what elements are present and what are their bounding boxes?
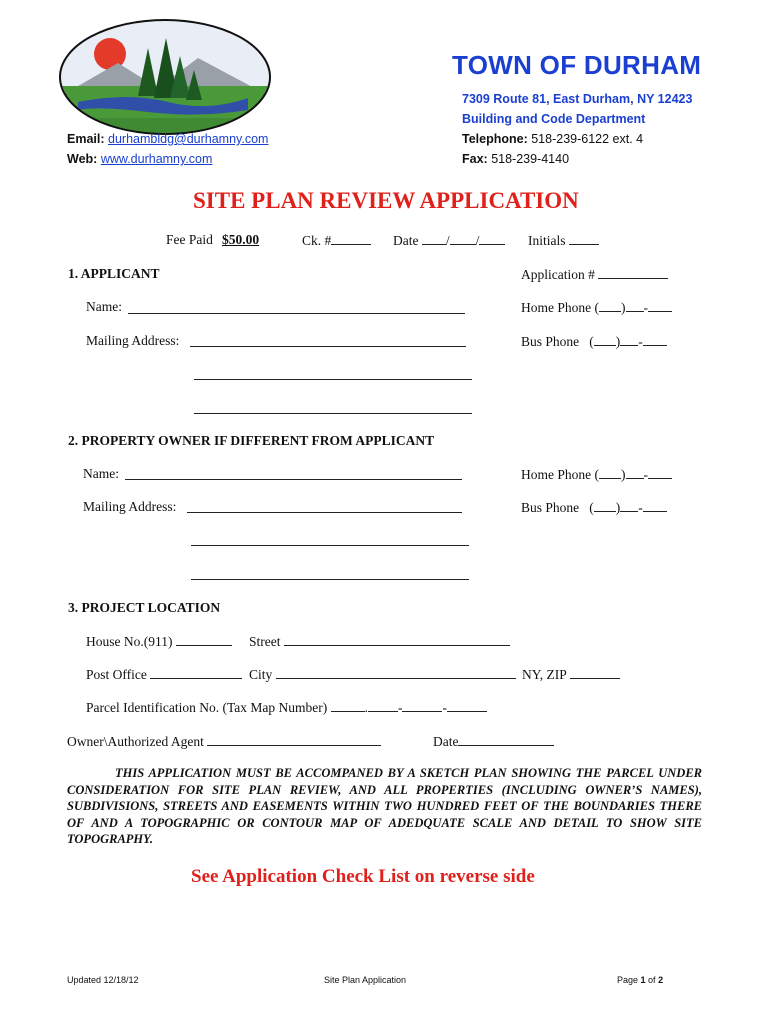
section-applicant-heading: 1. APPLICANT [68,266,160,281]
telephone-line [462,132,643,146]
notice-text: THIS APPLICATION MUST BE ACCOMPANED BY A SKETCH PLAN SHOWING THE PARCEL UNDER CONSIDERATION FOR SITE PLAN REVIEW, AND ALL PROPERTIES (INCLUDING OWNER’S NAMES), SUBDIVISIONS, STREETS AND EASEMENTS WITHIN TWO HUNDRED FEET OF THE BOUNDARIES THERE OF AND A TOPOGRAPHIC OR CONTOUR MAP OF ADEDQUATE SCALE AND DETAIL TO SHOW SITE TOPOGRAPHY. [67,766,702,847]
city-field[interactable] [249,666,516,683]
owner-bus-phone-label: Bus Phone [521,500,580,515]
applicant-mailing-input-2[interactable] [194,379,472,380]
check-label: Ck. # [302,233,332,248]
web-line [67,152,212,166]
initials-label: Initials [528,233,566,248]
town-title: TOWN OF DURHAM [452,50,702,80]
fax-line [462,152,569,166]
house-number-field[interactable] [86,633,232,650]
parcel-label: Parcel Identification No. (Tax Map Number) [86,700,328,715]
footer-page [617,975,663,985]
owner-mailing-input-2[interactable] [191,545,469,546]
applicant-bus-phone-field[interactable]: Bus Phone ( ) - [521,333,667,350]
application-number-field[interactable] [521,266,668,283]
applicant-mailing-input-3[interactable] [194,413,472,414]
page-number: 1 [640,975,646,985]
fee-label: Fee Paid [166,232,213,247]
parcel-field[interactable]: Parcel Identification No. (Tax Map Number) . - - [86,699,487,716]
applicant-name-label: Name: [86,299,122,314]
email-link[interactable]: durhambldg@durhamny.com [108,132,269,146]
date-slash-2: / [475,233,480,248]
web-label: Web: [67,152,98,166]
date-label: Date [393,233,419,248]
zip-field[interactable] [522,666,620,683]
fax-label: Fax: [462,152,488,166]
section-location-heading: 3. PROJECT LOCATION [68,600,221,615]
home-phone-label: Home Phone [521,300,592,315]
applicant-mailing-label: Mailing Address: [86,333,180,348]
fax-value: 518-239-4140 [491,152,570,166]
street-label: Street [249,634,281,649]
date-field[interactable] [393,232,505,249]
owner-mailing-label: Mailing Address: [83,499,177,514]
state-zip-label: NY, ZIP [522,667,567,682]
footer-updated: Updated 12/18/12 [67,975,139,985]
owner-bus-phone-field[interactable]: Bus Phone ( ) - [521,499,667,516]
town-logo [58,18,272,136]
signature-date-field[interactable] [433,733,554,750]
application-label: Application # [521,267,595,282]
owner-name-label: Name: [83,466,119,481]
section-owner-heading: 2. PROPERTY OWNER IF DIFFERENT FROM APPLICANT [68,433,435,448]
page-prefix: Page [617,975,641,985]
owner-home-phone-label: Home Phone [521,467,592,482]
owner-name-input[interactable] [125,479,462,480]
bus-phone-label: Bus Phone [521,334,580,349]
owner-mailing-input-3[interactable] [191,579,469,580]
reverse-side-note: See Application Check List on reverse side [191,866,535,887]
page-total: 2 [658,975,664,985]
fee-value: $50.00 [222,232,260,247]
owner-mailing-input-1[interactable] [187,512,462,513]
applicant-name-input[interactable] [128,313,465,314]
footer-center: Site Plan Application [324,975,407,985]
form-title: SITE PLAN REVIEW APPLICATION [193,188,579,213]
page-of: of [645,975,659,985]
town-address: 7309 Route 81, East Durham, NY 12423 [462,92,693,106]
telephone-value: 518-239-6122 ext. 4 [531,132,644,146]
post-office-label: Post Office [86,667,147,682]
owner-agent-label: Owner\Authorized Agent [67,734,204,749]
telephone-label: Telephone: [462,132,528,146]
post-office-field[interactable] [86,666,242,683]
email-label: Email: [67,132,105,146]
owner-home-phone-field[interactable]: Home Phone ( ) - [521,466,672,483]
applicant-home-phone-field[interactable]: Home Phone ( ) - [521,299,672,316]
initials-field[interactable] [528,232,599,249]
department-name: Building and Code Department [462,112,646,126]
email-line [67,132,268,146]
city-label: City [249,667,273,682]
street-field[interactable] [249,633,510,650]
web-link[interactable]: www.durhamny.com [100,152,213,166]
signature-date-label: Date [433,734,459,749]
house-label: House No.(911) [86,634,173,649]
applicant-mailing-input-1[interactable] [190,346,466,347]
check-number-field[interactable] [302,232,371,249]
owner-agent-field[interactable] [67,733,381,750]
date-slash-1: / [445,233,450,248]
